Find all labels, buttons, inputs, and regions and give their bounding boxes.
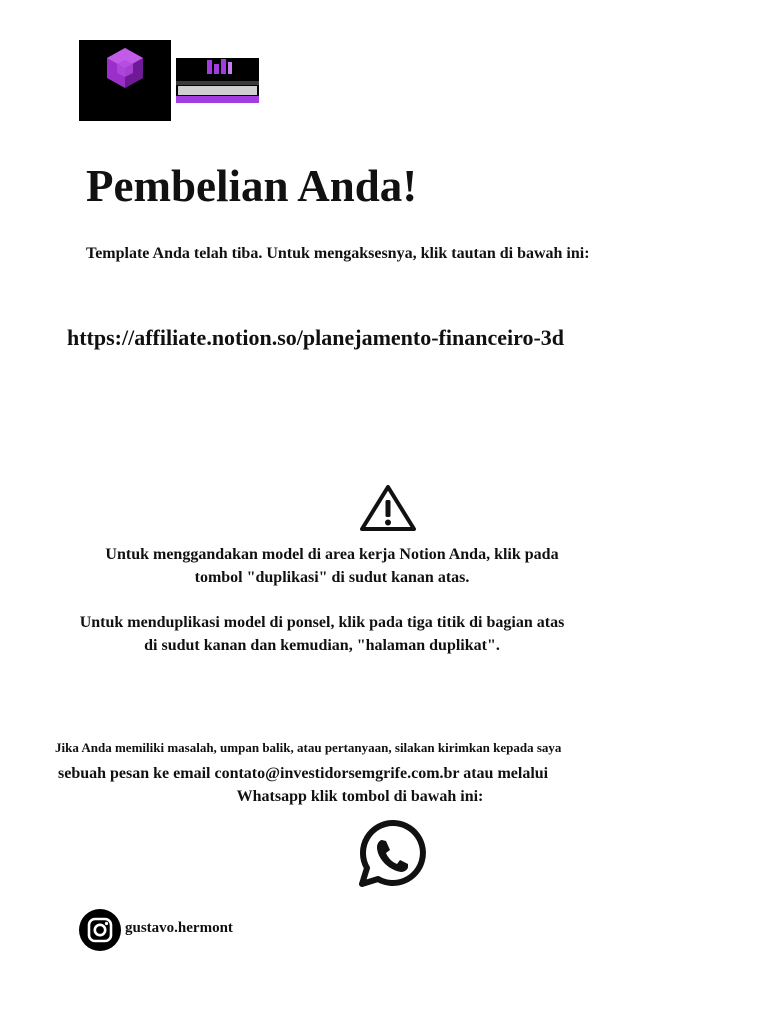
contact-line2: sebuah pesan ke email contato@investidorsemgrife.com.br atau melalui — [58, 765, 549, 782]
purple-cube-logo-icon — [79, 40, 171, 121]
desktop-instructions — [0, 543, 664, 589]
warning-triangle-icon — [358, 483, 418, 533]
contact-line3: Whatsapp klik tombol di bawah ini: — [236, 788, 484, 805]
mobile-instructions — [0, 611, 644, 657]
brand-wordmark-logo-icon — [176, 58, 259, 103]
whatsapp-button[interactable] — [342, 810, 442, 910]
contact-line1: Jika Anda memiliki masalah, umpan balik, atau pertanyaan, silakan kirimkan kepada saya — [55, 740, 562, 755]
desktop-instructions-line2: tombol "duplikasi" di sudut kanan atas. — [194, 569, 470, 586]
instagram-icon[interactable] — [79, 909, 121, 951]
whatsapp-icon — [342, 810, 442, 910]
intro-text: Template Anda telah tiba. Untuk mengaksesnya, klik tautan di bawah ini: — [86, 245, 590, 262]
desktop-instructions-line1: Untuk menggandakan model di area kerja Notion Anda, klik pada — [105, 546, 559, 563]
page-title: Pembelian Anda! — [86, 161, 418, 211]
mobile-instructions-line2: di sudut kanan dan kemudian, "halaman duplikat". — [144, 637, 500, 654]
mobile-instructions-line1: Untuk menduplikasi model di ponsel, klik pada tiga titik di bagian atas — [79, 614, 565, 631]
instagram-handle[interactable]: gustavo.hermont — [125, 920, 233, 936]
template-link[interactable]: https://affiliate.notion.so/planejamento-financeiro-3d — [67, 325, 565, 350]
